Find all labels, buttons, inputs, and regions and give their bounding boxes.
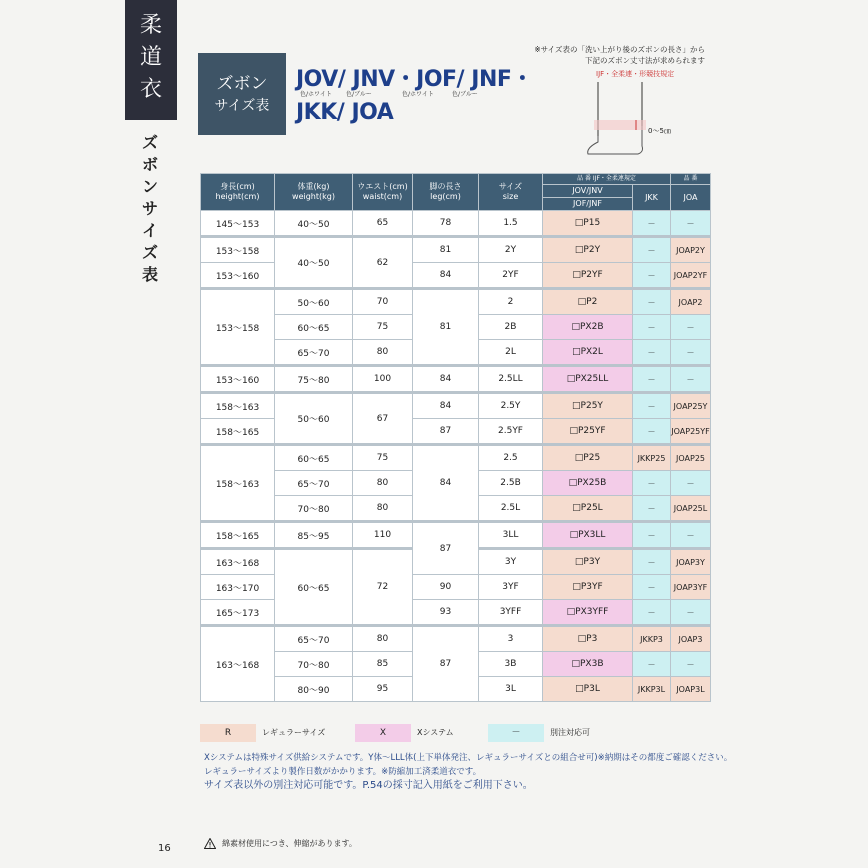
cell-jkk: － bbox=[633, 575, 671, 600]
cell-leg: 81 bbox=[413, 237, 479, 263]
cell-leg: 87 bbox=[413, 522, 479, 575]
col-header-jov: JOV/JNV bbox=[543, 185, 633, 198]
cell-jov: □P3L bbox=[543, 677, 633, 702]
cell-weight: 60～65 bbox=[275, 445, 353, 471]
cell-leg: 84 bbox=[413, 445, 479, 522]
cell-weight: 65～70 bbox=[275, 626, 353, 652]
cell-size: 3B bbox=[479, 652, 543, 677]
cell-size: 2Y bbox=[479, 237, 543, 263]
length-note: ※サイズ表の「洗い上がり後のズボンの長さ」から 下記のズボン丈寸法が求められます bbox=[534, 45, 705, 65]
cell-jov: □PX3B bbox=[543, 652, 633, 677]
cell-joa: － bbox=[671, 471, 711, 496]
cell-jov: □P2 bbox=[543, 289, 633, 315]
cell-height: 153～158 bbox=[201, 289, 275, 366]
cell-jov: □P25 bbox=[543, 445, 633, 471]
legend-regular-label: レギュラーサイズ bbox=[262, 728, 326, 737]
cell-height: 145～153 bbox=[201, 211, 275, 237]
col-header-hinban: 品 番 IJF・全柔連規定 bbox=[543, 174, 671, 185]
cell-jov: □P15 bbox=[543, 211, 633, 237]
cell-joa: － bbox=[671, 211, 711, 237]
cell-leg: 93 bbox=[413, 600, 479, 626]
cell-weight: 40～50 bbox=[275, 237, 353, 289]
cell-joa: JOAP3Y bbox=[671, 549, 711, 575]
cell-leg: 84 bbox=[413, 263, 479, 289]
legend-xsystem-label: Xシステム bbox=[417, 728, 454, 737]
legend-special-label: 別注対応可 bbox=[550, 728, 590, 737]
cell-height: 158～163 bbox=[201, 393, 275, 419]
legend-regular-swatch: R bbox=[200, 724, 256, 742]
table-row bbox=[201, 211, 711, 237]
col-header-jkk: JKK bbox=[633, 185, 671, 211]
table-row bbox=[201, 393, 711, 419]
legend-special-swatch: － bbox=[488, 724, 544, 742]
cell-waist: 72 bbox=[353, 549, 413, 626]
cell-waist: 110 bbox=[353, 522, 413, 549]
cell-joa: JOAP25L bbox=[671, 496, 711, 522]
cell-size: 3L bbox=[479, 677, 543, 702]
cell-height: 153～158 bbox=[201, 237, 275, 263]
cell-jkk: JKKP25 bbox=[633, 445, 671, 471]
cell-waist: 95 bbox=[353, 677, 413, 702]
cell-size: 2B bbox=[479, 315, 543, 340]
warning-icon bbox=[204, 838, 216, 849]
table-row bbox=[201, 366, 711, 393]
cell-weight: 60～65 bbox=[275, 549, 353, 626]
cell-jov: □PX25B bbox=[543, 471, 633, 496]
section-header-box bbox=[198, 53, 286, 135]
material-warning: 綿素材使用につき、伸縮があります。 bbox=[204, 838, 357, 849]
cell-weight: 85～95 bbox=[275, 522, 353, 549]
cell-size: 3YFF bbox=[479, 600, 543, 626]
cell-jov: □P3YF bbox=[543, 575, 633, 600]
header-box-line2: サイズ表 bbox=[214, 98, 270, 114]
cell-weight: 65～70 bbox=[275, 471, 353, 496]
cell-joa: － bbox=[671, 340, 711, 366]
cell-size: 2 bbox=[479, 289, 543, 315]
cell-waist: 80 bbox=[353, 496, 413, 522]
table-row bbox=[201, 522, 711, 549]
cell-height: 165～173 bbox=[201, 600, 275, 626]
cell-size: 2.5Y bbox=[479, 393, 543, 419]
cell-waist: 75 bbox=[353, 445, 413, 471]
col-header-waist: ウエスト(cm) waist(cm) bbox=[353, 174, 413, 211]
cell-jov: □P25YF bbox=[543, 419, 633, 445]
cell-waist: 70 bbox=[353, 289, 413, 315]
cell-waist: 80 bbox=[353, 340, 413, 366]
header-box-line1: ズボン bbox=[216, 74, 268, 94]
cell-size: 3 bbox=[479, 626, 543, 652]
cell-joa: JOAP2YF bbox=[671, 263, 711, 289]
cell-height: 153～160 bbox=[201, 263, 275, 289]
cell-jkk: － bbox=[633, 237, 671, 263]
cell-jkk: JKKP3 bbox=[633, 626, 671, 652]
cell-joa: － bbox=[671, 600, 711, 626]
cell-jkk: － bbox=[633, 263, 671, 289]
cell-jov: □P25Y bbox=[543, 393, 633, 419]
col-header-height: 身長(cm) height(cm) bbox=[201, 174, 275, 211]
table-row bbox=[201, 445, 711, 471]
cell-jov: □P3Y bbox=[543, 549, 633, 575]
cell-size: 2.5LL bbox=[479, 366, 543, 393]
cell-size: 3Y bbox=[479, 549, 543, 575]
col-header-weight: 体重(kg) weight(kg) bbox=[275, 174, 353, 211]
cell-waist: 100 bbox=[353, 366, 413, 393]
col-header-hinban2: 品 番 bbox=[671, 174, 711, 185]
cell-leg: 87 bbox=[413, 626, 479, 702]
cell-leg: 81 bbox=[413, 289, 479, 366]
cell-height: 158～165 bbox=[201, 419, 275, 445]
cell-size: 2.5B bbox=[479, 471, 543, 496]
cell-leg: 90 bbox=[413, 575, 479, 600]
page-number: 16 bbox=[158, 843, 171, 854]
cell-joa: JOAP25Y bbox=[671, 393, 711, 419]
side-category-band bbox=[125, 0, 177, 120]
cell-joa: JOAP2 bbox=[671, 289, 711, 315]
cell-jkk: － bbox=[633, 600, 671, 626]
cell-weight: 70～80 bbox=[275, 496, 353, 522]
cell-joa: JOAP3YF bbox=[671, 575, 711, 600]
ijf-rule-tag: IJF・全柔連・形競技規定 bbox=[596, 70, 675, 78]
cell-jov: □P2Y bbox=[543, 237, 633, 263]
cell-jkk: JKKP3L bbox=[633, 677, 671, 702]
cell-leg: 84 bbox=[413, 366, 479, 393]
cell-weight: 70～80 bbox=[275, 652, 353, 677]
range-label: 0～5㎝ bbox=[648, 127, 671, 135]
cell-joa: JOAP25 bbox=[671, 445, 711, 471]
cell-size: 2YF bbox=[479, 263, 543, 289]
cell-size: 2L bbox=[479, 340, 543, 366]
cell-height: 158～163 bbox=[201, 445, 275, 522]
cell-joa: － bbox=[671, 366, 711, 393]
cell-weight: 40～50 bbox=[275, 211, 353, 237]
cell-jkk: － bbox=[633, 366, 671, 393]
col-header-joa: JOA bbox=[671, 185, 711, 211]
cell-jov: □PX25LL bbox=[543, 366, 633, 393]
col-header-leg: 脚の長さ leg(cm) bbox=[413, 174, 479, 211]
color-label: 色/ブルー bbox=[346, 91, 372, 98]
cell-jkk: － bbox=[633, 393, 671, 419]
cell-jkk: － bbox=[633, 211, 671, 237]
legend-xsystem-swatch: X bbox=[355, 724, 411, 742]
table-row bbox=[201, 289, 711, 315]
model-list-line1: JOV/ JNV・JOF/ JNF・ bbox=[296, 67, 533, 92]
footnotes: Xシステムは特殊サイズ供給システムです。Y体～LLL体(上下単体発注、レギュラーサイズとの組合せ可)※納期はその都度ご確認ください。 レギュラーサイズより製作日数がかかります。※防縮加工済柔道衣です。 サイズ表以外の別注対応可能です。P.54の採寸記入用紙をご利用下さい。 bbox=[204, 753, 733, 791]
cell-jov: □P25L bbox=[543, 496, 633, 522]
cell-jkk: － bbox=[633, 549, 671, 575]
cell-height: 158～165 bbox=[201, 522, 275, 549]
col-header-jof: JOF/JNF bbox=[543, 198, 633, 211]
cell-weight: 50～60 bbox=[275, 393, 353, 445]
cell-joa: JOAP3 bbox=[671, 626, 711, 652]
cell-height: 153～160 bbox=[201, 366, 275, 393]
cell-jkk: － bbox=[633, 289, 671, 315]
table-row bbox=[201, 237, 711, 263]
cell-waist: 62 bbox=[353, 237, 413, 289]
cell-jov: □P2YF bbox=[543, 263, 633, 289]
model-list-line2: JKK/ JOA bbox=[296, 100, 394, 125]
cell-joa: JOAP3L bbox=[671, 677, 711, 702]
cell-size: 3LL bbox=[479, 522, 543, 549]
cell-size: 2.5YF bbox=[479, 419, 543, 445]
cell-leg: 87 bbox=[413, 419, 479, 445]
cell-leg: 78 bbox=[413, 211, 479, 237]
cell-waist: 67 bbox=[353, 393, 413, 445]
cell-jkk: － bbox=[633, 471, 671, 496]
cell-waist: 80 bbox=[353, 471, 413, 496]
cell-joa: JOAP25YF bbox=[671, 419, 711, 445]
cell-leg: 84 bbox=[413, 393, 479, 419]
color-label: 色/ホワイト bbox=[402, 91, 434, 98]
cell-joa: JOAP2Y bbox=[671, 237, 711, 263]
cell-waist: 80 bbox=[353, 626, 413, 652]
cell-jkk: － bbox=[633, 315, 671, 340]
cell-size: 3YF bbox=[479, 575, 543, 600]
trouser-length-illustration bbox=[580, 80, 700, 160]
cell-jkk: － bbox=[633, 522, 671, 549]
table-row bbox=[201, 626, 711, 652]
cell-size: 2.5 bbox=[479, 445, 543, 471]
cell-jkk: － bbox=[633, 496, 671, 522]
cell-joa: － bbox=[671, 315, 711, 340]
cell-jov: □PX2B bbox=[543, 315, 633, 340]
cell-jov: □PX2L bbox=[543, 340, 633, 366]
cell-size: 1.5 bbox=[479, 211, 543, 237]
cell-height: 163～168 bbox=[201, 626, 275, 702]
cell-joa: － bbox=[671, 522, 711, 549]
col-header-size: サイズ size bbox=[479, 174, 543, 211]
cell-waist: 85 bbox=[353, 652, 413, 677]
cell-height: 163～168 bbox=[201, 549, 275, 575]
cell-jkk: － bbox=[633, 340, 671, 366]
color-label: 色/ブルー bbox=[452, 91, 478, 98]
cell-jov: □P3 bbox=[543, 626, 633, 652]
cell-jov: □PX3LL bbox=[543, 522, 633, 549]
cell-jkk: － bbox=[633, 652, 671, 677]
size-table bbox=[200, 173, 711, 702]
cell-weight: 80～90 bbox=[275, 677, 353, 702]
side-vertical-title: 柔 道 衣 bbox=[139, 13, 162, 102]
cell-weight: 60～65 bbox=[275, 315, 353, 340]
cell-weight: 65～70 bbox=[275, 340, 353, 366]
cell-height: 163～170 bbox=[201, 575, 275, 600]
color-label: 色/ホワイト bbox=[300, 91, 332, 98]
side-section-title: ズ ボ ン サ イ ズ 表 bbox=[141, 133, 158, 284]
cell-weight: 50～60 bbox=[275, 289, 353, 315]
cell-size: 2.5L bbox=[479, 496, 543, 522]
cell-waist: 65 bbox=[353, 211, 413, 237]
cell-jov: □PX3YFF bbox=[543, 600, 633, 626]
cell-weight: 75～80 bbox=[275, 366, 353, 393]
cell-waist: 75 bbox=[353, 315, 413, 340]
cell-jkk: － bbox=[633, 419, 671, 445]
cell-joa: － bbox=[671, 652, 711, 677]
